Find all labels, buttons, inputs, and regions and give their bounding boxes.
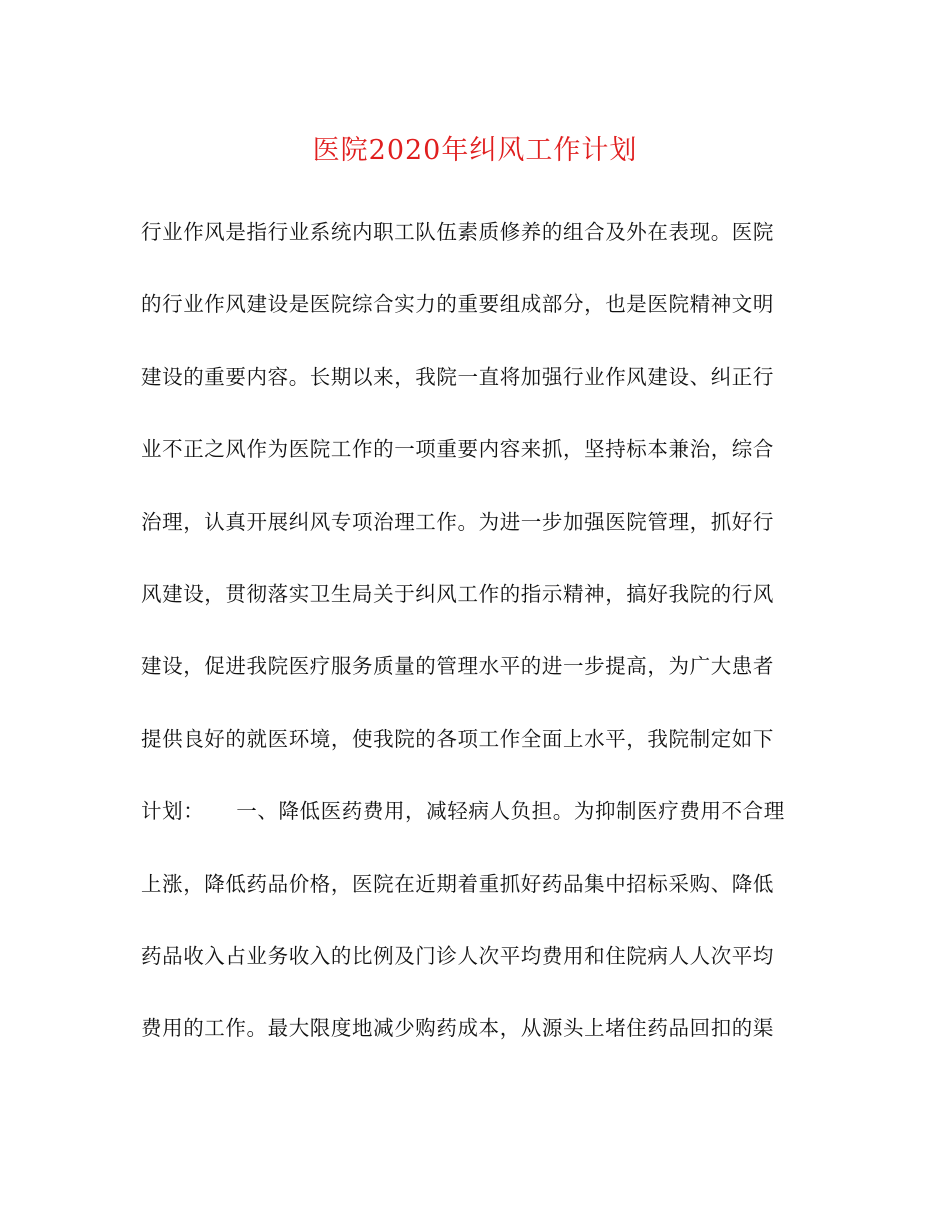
body-line: 费用的工作。最大限度地减少购药成本，从源头上堵住药品回扣的渠 [141, 1016, 774, 1041]
body-line: 提供良好的就医环境，使我院的各项工作全面上水平，我院制定如下 [141, 726, 774, 751]
body-line: 行业作风是指行业系统内职工队伍素质修养的组合及外在表现。医院 [141, 220, 774, 244]
body-line: 治理，认真开展纠风专项治理工作。为进一步加强医院管理，抓好行 [141, 509, 774, 534]
document-title: 医院2020年纠风工作计划 [312, 135, 638, 166]
document-body [141, 208, 801, 1077]
body-line: 的行业作风建设是医院综合实力的重要组成部分，也是医院精神文明 [141, 292, 774, 317]
body-line: 建设，促进我院医疗服务质量的管理水平的进一步提高，为广大患者 [141, 654, 774, 679]
body-line: 上涨，降低药品价格，医院在近期着重抓好药品集中招标采购、降低 [141, 871, 774, 896]
body-line: 建设的重要内容。长期以来，我院一直将加强行业作风建设、纠正行 [141, 364, 774, 389]
body-line: 风建设，贯彻落实卫生局关于纠风工作的指示精神，搞好我院的行风 [141, 581, 774, 606]
body-line: 计划： 一、降低医药费用，减轻病人负担。为抑制医疗费用不合理 [141, 799, 785, 824]
body-line: 业不正之风作为医院工作的一项重要内容来抓，坚持标本兼治，综合 [141, 437, 774, 462]
body-line: 药品收入占业务收入的比例及门诊人次平均费用和住院病人人次平均 [141, 943, 774, 968]
